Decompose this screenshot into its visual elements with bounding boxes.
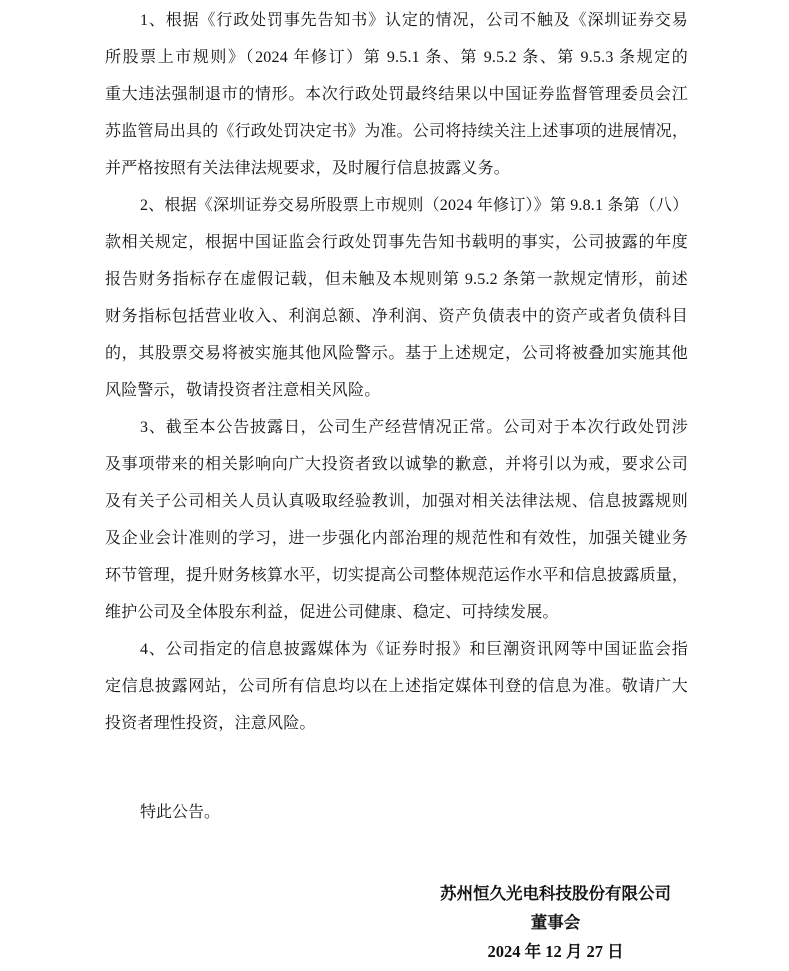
- paragraph-line: 的，其股票交易将被实施其他风险警示。基于上述规定，公司将被叠加实施其他: [105, 345, 688, 362]
- document-body: [105, 2, 688, 966]
- paragraph-line: 及事项带来的相关影响向广大投资者致以诚挚的歉意，并将引以为戒，要求公司: [105, 456, 688, 473]
- paragraph-line: 所股票上市规则》（2024 年修订）第 9.5.1 条、第 9.5.2 条、第 9.5.3 条规定的: [105, 49, 688, 66]
- closing-statement: 特此公告。: [140, 804, 221, 821]
- paragraph-line: 4、公司指定的信息披露媒体为《证券时报》和巨潮资讯网等中国证监会指: [140, 641, 688, 658]
- paragraph-line: 1、根据《行政处罚事先告知书》认定的情况，公司不触及《深圳证券交易: [140, 12, 688, 29]
- paragraph-line: 维护公司及全体股东利益，促进公司健康、稳定、可持续发展。: [105, 604, 559, 621]
- paragraph-line: 财务指标包括营业收入、利润总额、净利润、资产负债表中的资产或者负债科目: [105, 308, 688, 325]
- paragraph-line: 定信息披露网站，公司所有信息均以在上述指定媒体刊登的信息为准。敬请广大: [105, 678, 688, 695]
- paragraph-line: 投资者理性投资，注意风险。: [105, 715, 316, 732]
- paragraph-line: 环节管理，提升财务核算水平，切实提高公司整体规范运作水平和信息披露质量，: [105, 567, 689, 584]
- paragraph-line: 2、根据《深圳证券交易所股票上市规则（2024 年修订）》第 9.8.1 条第（八）: [140, 197, 689, 214]
- spacer: [105, 742, 688, 794]
- paragraph-line: 3、截至本公告披露日，公司生产经营情况正常。公司对于本次行政处罚涉: [140, 419, 688, 436]
- paragraph-line: 报告财务指标存在虚假记载，但未触及本规则第 9.5.2 条第一款规定情形，前述: [105, 271, 688, 288]
- paragraph-line: 款相关规定，根据中国证监会行政处罚事先告知书载明的事实，公司披露的年度: [105, 234, 688, 251]
- paragraph-line: 及有关子公司相关人员认真吸取经验教训，加强对相关法律法规、信息披露规则: [105, 493, 688, 510]
- signature-signer: 董事会: [530, 913, 581, 932]
- signature-block: [380, 879, 731, 966]
- signature-date: 2024 年 12 月 27 日: [487, 942, 624, 961]
- paragraph-line: 苏监管局出具的《行政处罚决定书》为准。公司将持续关注上述事项的进展情况，: [105, 123, 689, 140]
- paragraph-line: 及企业会计准则的学习，进一步强化内部治理的规范性和有效性，加强关键业务: [105, 530, 688, 547]
- paragraph-line: 并严格按照有关法律法规要求，及时履行信息披露义务。: [105, 160, 511, 177]
- paragraph-line: 重大违法强制退市的情形。本次行政处罚最终结果以中国证券监督管理委员会江: [105, 86, 688, 103]
- paragraph-line: 风险警示，敬请投资者注意相关风险。: [105, 382, 381, 399]
- spacer: [105, 831, 688, 879]
- signature-company: 苏州恒久光电科技股份有限公司: [440, 884, 671, 903]
